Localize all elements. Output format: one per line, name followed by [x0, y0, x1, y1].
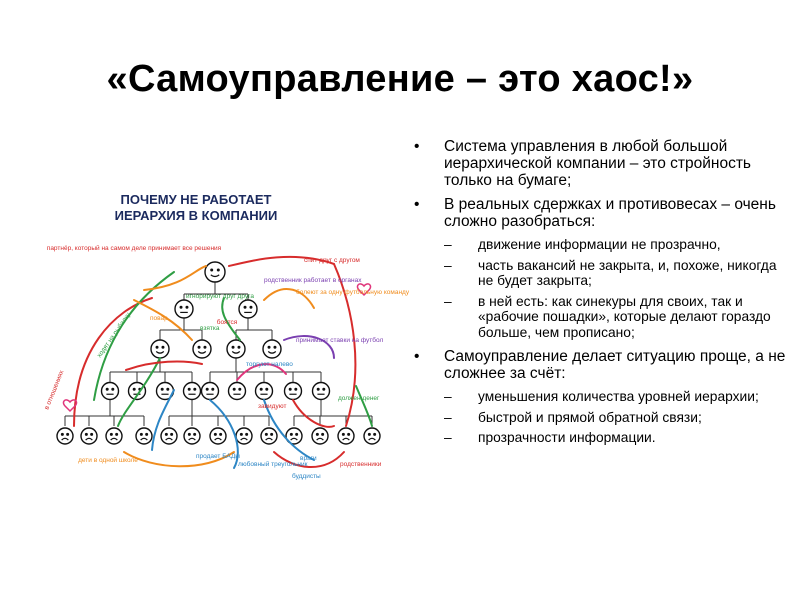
face-eye: [342, 434, 344, 436]
label-whisper: торгуют налево: [246, 361, 293, 368]
sub-bullet-item: [444, 258, 786, 289]
face-eye: [271, 434, 273, 436]
face-eye: [180, 306, 182, 308]
face-eye: [211, 269, 213, 271]
dash-marker: –: [444, 409, 452, 425]
face-eye: [246, 434, 248, 436]
label-enemies: враги: [300, 455, 317, 462]
face-eye: [165, 434, 167, 436]
face-eye: [116, 434, 118, 436]
sub-bullet-item: [444, 237, 786, 253]
face-eye: [323, 388, 325, 390]
label-relative: родственник работает в органах: [264, 277, 362, 284]
face-eye: [186, 306, 188, 308]
sub-bullet-text: в ней есть: как синекуры для своих, так и «рабочие пошадки», которые делают гораздо больше, чем прописано;: [478, 293, 771, 340]
hierarchy-infographic: [34, 190, 410, 490]
face-eye: [322, 434, 324, 436]
face-eye: [316, 434, 318, 436]
face-eye: [239, 388, 241, 390]
face-eye: [171, 434, 173, 436]
face-eye: [67, 434, 69, 436]
face-eye: [260, 388, 262, 390]
face-eye: [368, 434, 370, 436]
sub-bullet-text: часть вакансий не закрыта, и, похоже, никогда не будет закрыта;: [478, 257, 777, 288]
dash-marker: –: [444, 293, 452, 309]
label-triangle: любовный треугольник: [238, 461, 308, 468]
dash-marker: –: [444, 237, 452, 252]
bullet-marker: •: [414, 138, 420, 155]
face-eye: [317, 388, 319, 390]
bullet-item: [414, 138, 786, 189]
face-eye: [290, 434, 292, 436]
face-eye: [289, 388, 291, 390]
sub-bullet-text: уменьшения количества уровней иерархии;: [478, 389, 759, 404]
sub-bullet-item: [444, 389, 786, 405]
infographic-heading-line2: ИЕРАРХИЯ В КОМПАНИИ: [114, 208, 278, 223]
face-eye: [162, 346, 164, 348]
bullet-list: [414, 138, 786, 451]
face-eye: [233, 388, 235, 390]
sub-bullet-item: [444, 294, 786, 341]
face-eye: [220, 434, 222, 436]
face-eye: [194, 388, 196, 390]
face-eye: [188, 388, 190, 390]
label-ignore: игнорируют друг друга: [186, 293, 254, 300]
label-school: дети в одной школе: [78, 457, 138, 464]
face-eye: [244, 306, 246, 308]
face-eye: [140, 434, 142, 436]
face-eye: [167, 388, 169, 390]
face-eye: [188, 434, 190, 436]
label-relatives: родственники: [340, 461, 382, 468]
face-eye: [265, 434, 267, 436]
infographic-heading-line1: ПОЧЕМУ НЕ РАБОТАЕТ: [120, 192, 272, 207]
bullet-item: [414, 196, 786, 230]
face-eye: [204, 346, 206, 348]
face-eye: [214, 434, 216, 436]
bullet-marker: •: [414, 348, 420, 365]
face-eye: [194, 434, 196, 436]
face-eye: [348, 434, 350, 436]
face-eye: [110, 434, 112, 436]
sub-bullet-item: [444, 410, 786, 426]
tree-lines: [65, 282, 372, 426]
bullet-text-3: Самоуправление делает ситуацию проще, а не сложнее за счёт:: [444, 348, 786, 382]
face-eye: [146, 434, 148, 436]
face-eye: [133, 388, 135, 390]
label-owes: должен денег: [338, 395, 380, 402]
face-eye: [274, 346, 276, 348]
label-bets: принимает ставки на футбол: [296, 337, 384, 344]
face-eye: [61, 434, 63, 436]
face-eye: [161, 388, 163, 390]
bullet-marker: •: [414, 196, 420, 213]
label-bads: продает БАДы: [196, 453, 240, 460]
label-cook: повар: [150, 315, 168, 322]
face-eye: [268, 346, 270, 348]
face-eye: [112, 388, 114, 390]
face-eye: [212, 388, 214, 390]
label-go-fishing: ходят на рыбалку: [95, 311, 133, 360]
label-fear: боятся: [216, 319, 238, 326]
label-spy: спит друг с другом: [304, 257, 360, 264]
face-eye: [106, 388, 108, 390]
dash-marker: –: [444, 389, 452, 404]
label-partner: партнёр, который на самом деле принимает все решения: [46, 245, 222, 252]
face-eye: [250, 306, 252, 308]
label-football: болеют за одну футбольную команду: [296, 289, 410, 296]
sub-bullet-text: прозрачности информации.: [478, 430, 656, 445]
label-envy: завидуют: [258, 403, 287, 410]
face-eye: [240, 434, 242, 436]
face-eye: [296, 434, 298, 436]
label-in-relationship: в отношениях: [43, 369, 66, 411]
slide-title: «Самоуправление – это хаос!»: [106, 58, 694, 100]
label-bribe: взятка: [200, 325, 220, 332]
face-eye: [295, 388, 297, 390]
face-eye: [238, 346, 240, 348]
face-eye: [206, 388, 208, 390]
bullet-text-1: Система управления в любой большой иерархической компании – это стройность только на бумаге;: [444, 138, 751, 189]
dash-marker: –: [444, 430, 452, 445]
face-eye: [85, 434, 87, 436]
face-eye: [266, 388, 268, 390]
face-eye: [156, 346, 158, 348]
bullet-item: [414, 348, 786, 382]
bullet-text-2: В реальных сдержках и противовесах – очень сложно разобраться:: [444, 196, 776, 230]
dash-marker: –: [444, 257, 452, 273]
label-buddhists: буддисты: [292, 473, 321, 480]
sub-bullet-text: быстрой и прямой обратной связи;: [478, 409, 702, 425]
face-eye: [374, 434, 376, 436]
face-eye: [217, 269, 219, 271]
sub-bullet-item: [444, 430, 786, 446]
face-eye: [198, 346, 200, 348]
sub-bullet-text: движение информации не прозрачно,: [478, 237, 721, 252]
face-eye: [232, 346, 234, 348]
face-eye: [91, 434, 93, 436]
